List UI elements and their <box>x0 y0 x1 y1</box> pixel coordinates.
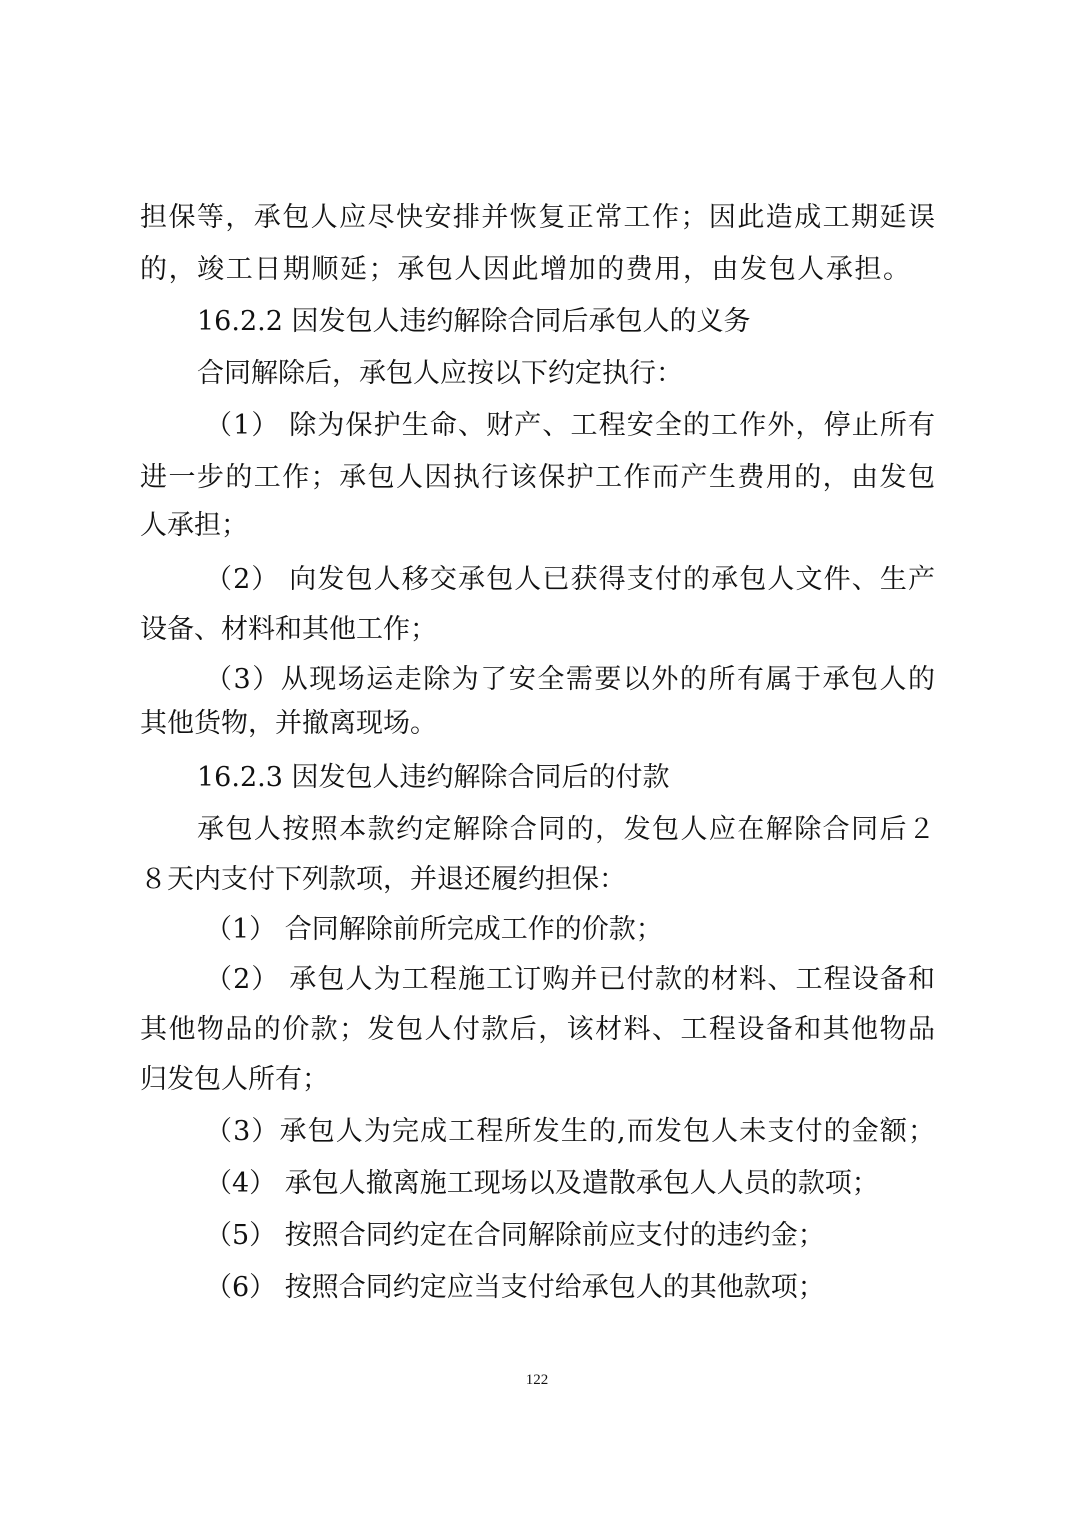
list-item: （5） 按照合同约定在合同解除前应支付的违约金； <box>205 1220 825 1251</box>
text-line: 的，竣工日期顺延；承包人因此增加的费用，由发包人承担。 <box>140 254 910 285</box>
text-line: 人承担； <box>140 510 248 541</box>
text-line: 其他货物，并撤离现场。 <box>140 708 437 739</box>
section-heading-16-2-2: 16.2.2 因发包人违约解除合同后承包人的义务 <box>197 306 751 337</box>
text-line: ８天内支付下列款项，并退还履约担保： <box>140 864 626 895</box>
text-line: 合同解除后，承包人应按以下约定执行： <box>197 358 683 389</box>
page-number: 122 <box>525 1372 549 1388</box>
list-item: （3）承包人为完成工程所发生的,而发包人未支付的金额； <box>205 1116 935 1147</box>
list-item: （1） 除为保护生命、财产、工程安全的工作外，停止所有 <box>205 410 935 441</box>
text-line: 担保等，承包人应尽快安排并恢复正常工作；因此造成工期延误 <box>140 202 935 233</box>
text-line: 归发包人所有； <box>140 1064 329 1095</box>
list-item: （3）从现场运走除为了安全需要以外的所有属于承包人的 <box>205 664 935 695</box>
list-item: （2） 承包人为工程施工订购并已付款的材料、工程设备和 <box>205 964 935 995</box>
text-line: 其他物品的价款；发包人付款后，该材料、工程设备和其他物品 <box>140 1014 935 1045</box>
text-line: 进一步的工作；承包人因执行该保护工作而产生费用的，由发包 <box>140 462 935 493</box>
text-line: 设备、材料和其他工作； <box>140 614 437 645</box>
list-item: （4） 承包人撤离施工现场以及遣散承包人人员的款项； <box>205 1168 879 1199</box>
list-item: （6） 按照合同约定应当支付给承包人的其他款项； <box>205 1272 825 1303</box>
section-heading-16-2-3: 16.2.3 因发包人违约解除合同后的付款 <box>197 762 670 793</box>
text-line: 承包人按照本款约定解除合同的，发包人应在解除合同后２ <box>197 814 935 845</box>
list-item: （2） 向发包人移交承包人已获得支付的承包人文件、生产 <box>205 564 935 595</box>
list-item: （1） 合同解除前所完成工作的价款； <box>205 914 663 945</box>
